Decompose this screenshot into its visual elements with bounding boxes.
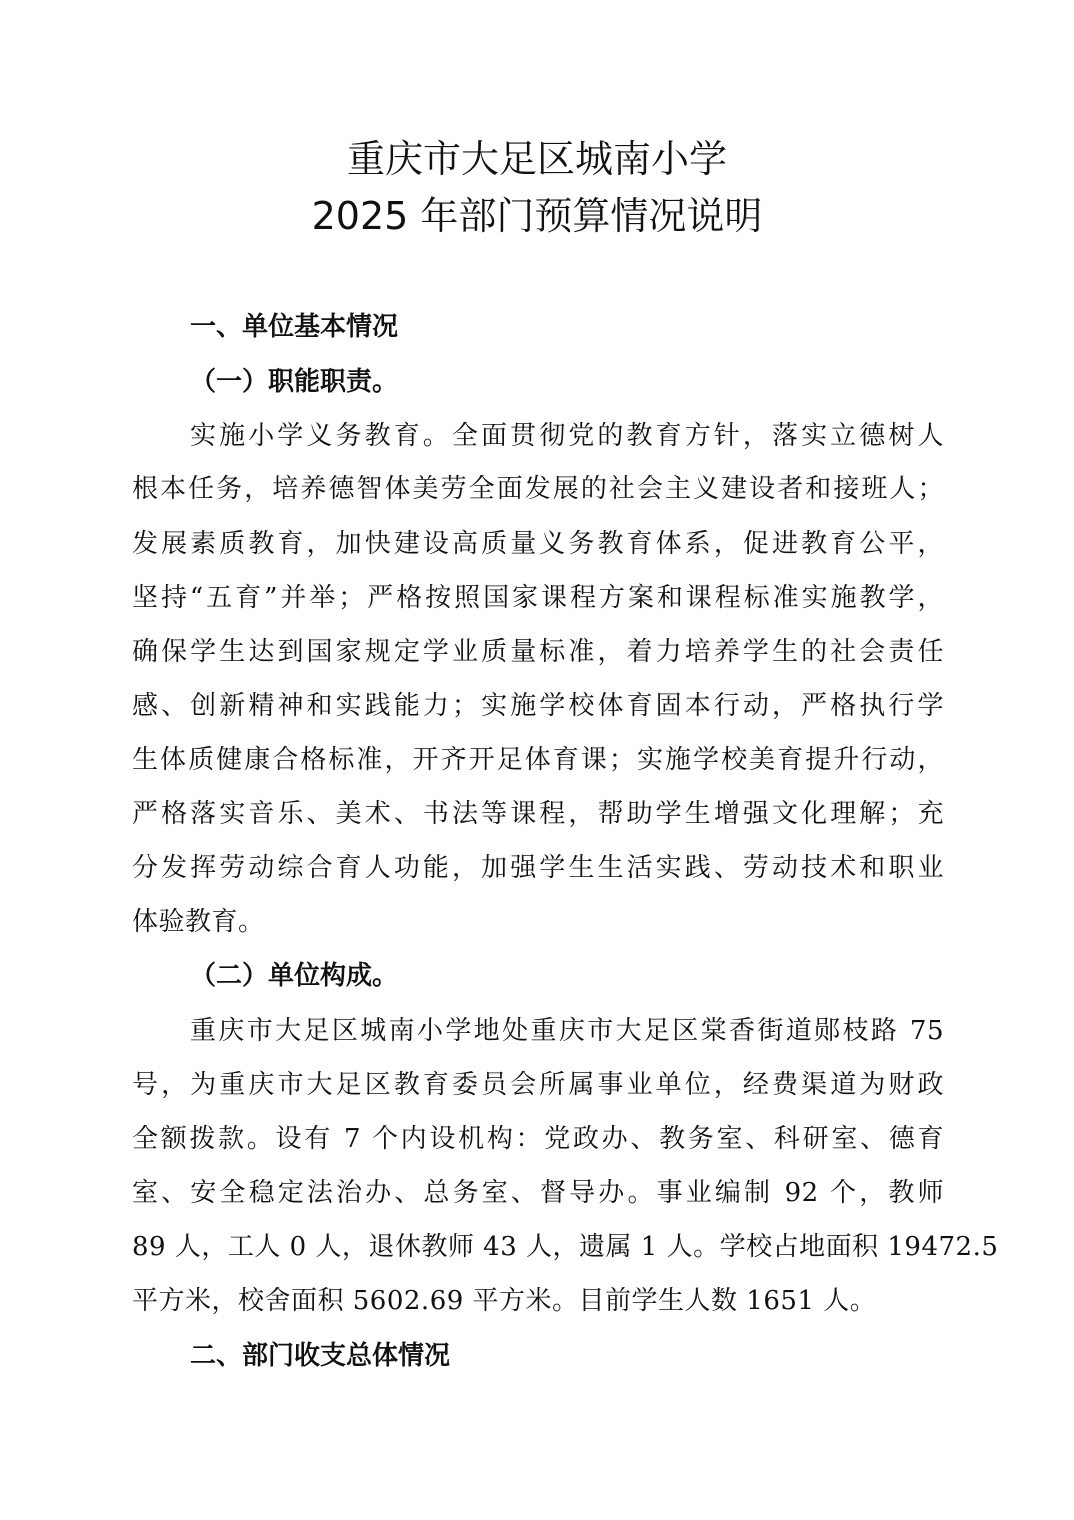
paragraph-line: 严格落实音乐、美术、书法等课程，帮助学生增强文化理解；充 (132, 799, 944, 829)
paragraph-line: 根本任务，培养德智体美劳全面发展的社会主义建设者和接班人； (132, 474, 944, 504)
paragraph-line: 体验教育。 (132, 907, 265, 937)
paragraph-line: 感、创新精神和实践能力；实施学校体育固本行动，严格执行学 (132, 691, 944, 721)
subsection-heading-composition: （二）单位构成。 (190, 961, 399, 991)
document-title-line2: 2025 年部门预算情况说明 (311, 194, 763, 238)
paragraph-line: 实施小学义务教育。全面贯彻党的教育方针，落实立德树人 (190, 421, 944, 451)
paragraph-line: 号，为重庆市大足区教育委员会所属事业单位，经费渠道为财政 (132, 1070, 944, 1100)
paragraph-line: 平方米，校舍面积 5602.69 平方米。目前学生人数 1651 人。 (132, 1286, 877, 1316)
paragraph-line: 生体质健康合格标准，开齐开足体育课；实施学校美育提升行动， (132, 745, 944, 775)
paragraph-line: 重庆市大足区城南小学地处重庆市大足区棠香街道郧枝路 75 (190, 1016, 944, 1046)
subsection-heading-duties: （一）职能职责。 (190, 367, 399, 397)
paragraph-line: 室、安全稳定法治办、总务室、督导办。事业编制 92 个，教师 (132, 1178, 944, 1208)
section-heading-basic-info: 一、单位基本情况 (190, 312, 399, 342)
paragraph-line: 分发挥劳动综合育人功能，加强学生生活实践、劳动技术和职业 (132, 853, 944, 883)
paragraph-line: 确保学生达到国家规定学业质量标准，着力培养学生的社会责任 (132, 637, 944, 667)
section-heading-budget-overview: 二、部门收支总体情况 (190, 1341, 451, 1371)
document-title-line1: 重庆市大足区城南小学 (346, 137, 727, 181)
paragraph-line: 全额拨款。设有 7 个内设机构：党政办、教务室、科研室、德育 (132, 1124, 944, 1154)
paragraph-line: 发展素质教育，加快建设高质量义务教育体系，促进教育公平， (132, 529, 944, 559)
paragraph-line: 坚持“五育”并举；严格按照国家课程方案和课程标准实施教学， (132, 583, 944, 613)
paragraph-line: 89 人，工人 0 人，退休教师 43 人，遗属 1 人。学校占地面积 19472.5 (132, 1232, 999, 1262)
